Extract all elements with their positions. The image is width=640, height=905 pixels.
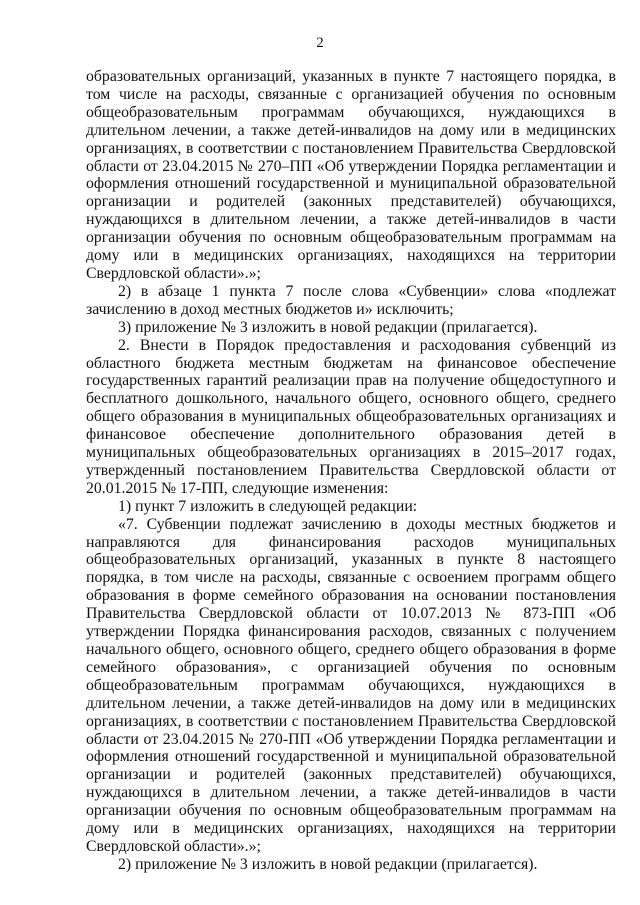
paragraph-item-2-abzac: 2) в абзаце 1 пункта 7 после слова «Субвенции» слова «подлежат зачислению в доход местных бюджетов и» исключить; [86,282,616,318]
paragraph-item-2-appendix: 2) приложение № 3 изложить в новой редакции (прилагается). [118,855,538,873]
document-body [86,68,616,874]
paragraph-section-2: 2. Внести в Порядок предоставления и расходования субвенций из областного бюджета местным бюджетам на финансовое обеспечение государственных гарантий реализации прав на получение общедоступного и бесплатного дошкольного, начального общего, основного общего, среднего общего образования в муниципальных общеобразовательных организациях и финансовое обеспечение дополнительного образования детей в муниципальных общеобразовательных организациях в 2015–2017 годах, утвержденный постановлением Правительства Свердловской области от 20.01.2015 № 17-ПП, следующие изменения: [86,336,616,497]
page-number: 2 [316,35,324,51]
paragraph-item-1-point-7: 1) пункт 7 изложить в следующей редакции: [118,497,418,515]
paragraph-continuation: образовательных организаций, указанных в пункте 7 настоящего порядка, в том числе на расходы, связанные с организацией обучения по основным общеобразовательным программам обучающихся, нуждающихся в длительном лечении, а также детей-инвалидов на дому или в медицинских организациях, в соответствии с постановлением Правительства Свердловской области от 23.04.2015 № 270–ПП «Об утверждении Порядка регламентации и оформления отношений государственной и муниципальной образовательной организации и родителей (законных представителей) обучающихся, нуждающихся в длительном лечении, а также детей-инвалидов в части организации обучения по основным общеобразовательным программам на дому или в медицинских организациях, находящихся на территории Свердловской области».»; [86,68,616,282]
paragraph-point-7-text: «7. Субвенции подлежат зачислению в доходы местных бюджетов и направляются для финансирования расходов муниципальных общеобразовательных организаций, указанных в пункте 8 настоящего порядка, в том числе на расходы, связанные с освоением программ общего образования в форме семейного образования на основании постановления Правительства Свердловской области от 10.07.2013 № 873-ПП «Об утверждении Порядка финансирования расходов, связанных с получением начального общего, основного общего, среднего общего образования в форме семейного образования», с организацией обучения по основным общеобразовательным программам обучающихся, нуждающихся в длительном лечении, а также детей-инвалидов на дому или в медицинских организациях, в соответствии с постановлением Правительства Свердловской области от 23.04.2015 № 270-ПП «Об утверждении Порядка регламентации и оформления отношений государственной и муниципальной образовательной организации и родителей (законных представителей) обучающихся, нуждающихся в длительном лечении, а также детей-инвалидов в части организации обучения по основным общеобразовательным программам на дому или в медицинских организациях, находящихся на территории Свердловской области».»; [86,515,616,855]
paragraph-item-3-appendix: 3) приложение № 3 изложить в новой редакции (прилагается). [118,318,538,336]
